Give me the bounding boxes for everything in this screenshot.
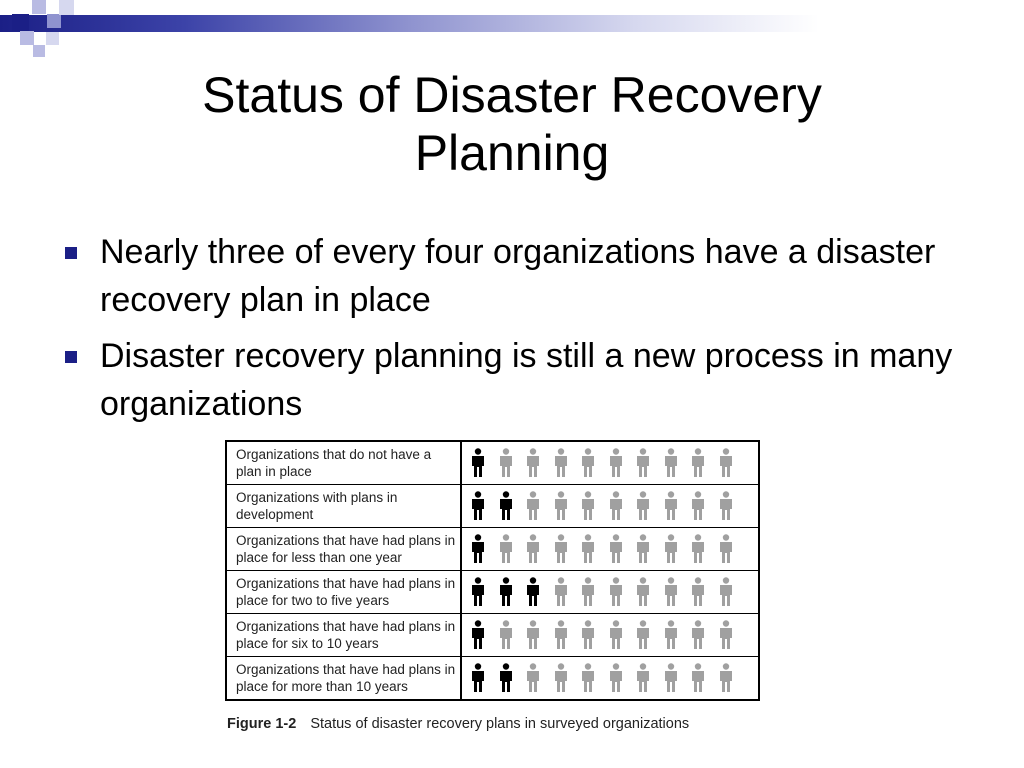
person-icon bbox=[470, 448, 486, 478]
decor-square bbox=[47, 14, 61, 28]
person-icon bbox=[635, 620, 651, 650]
figure-row bbox=[226, 441, 759, 485]
person-icon bbox=[635, 663, 651, 693]
figure-row-label: Organizations that have had plans in place for less than one year bbox=[226, 528, 461, 571]
person-icon bbox=[718, 620, 734, 650]
person-icon bbox=[498, 491, 514, 521]
person-icon bbox=[663, 491, 679, 521]
person-icon bbox=[470, 663, 486, 693]
person-icon bbox=[608, 448, 624, 478]
figure-row-icons bbox=[461, 528, 759, 571]
bullet-item bbox=[62, 332, 962, 428]
decor-square bbox=[33, 45, 45, 57]
decor-square bbox=[46, 32, 59, 45]
figure-row bbox=[226, 528, 759, 571]
person-icon bbox=[718, 663, 734, 693]
person-icon bbox=[663, 620, 679, 650]
decor-square bbox=[59, 0, 74, 15]
figure-row bbox=[226, 657, 759, 701]
person-icon bbox=[718, 534, 734, 564]
figure-table bbox=[225, 440, 760, 701]
figure-caption-text: Status of disaster recovery plans in surveyed organizations bbox=[310, 716, 690, 732]
figure-row-label: Organizations that have had plans in place for six to 10 years bbox=[226, 614, 461, 657]
figure-row-icons bbox=[461, 614, 759, 657]
person-icon bbox=[470, 620, 486, 650]
bullet-item bbox=[62, 228, 962, 324]
figure-row bbox=[226, 485, 759, 528]
person-icon bbox=[553, 534, 569, 564]
person-icon bbox=[718, 448, 734, 478]
person-icon bbox=[553, 577, 569, 607]
person-icon bbox=[498, 620, 514, 650]
person-icon bbox=[580, 534, 596, 564]
person-icon bbox=[690, 620, 706, 650]
bullet-list bbox=[62, 228, 962, 436]
decor-square bbox=[12, 14, 29, 31]
figure-row-icons bbox=[461, 485, 759, 528]
person-icon bbox=[525, 491, 541, 521]
person-icon bbox=[608, 577, 624, 607]
person-icon bbox=[690, 448, 706, 478]
person-icon bbox=[608, 663, 624, 693]
figure-number: Figure 1-2 bbox=[227, 716, 297, 732]
figure-row-icons bbox=[461, 441, 759, 485]
title-line-1: Status of Disaster Recovery bbox=[202, 67, 822, 123]
person-icon bbox=[608, 534, 624, 564]
decor-square bbox=[32, 0, 46, 14]
person-icon bbox=[470, 491, 486, 521]
person-icon bbox=[580, 491, 596, 521]
person-icon bbox=[553, 491, 569, 521]
person-icon bbox=[608, 620, 624, 650]
person-icon bbox=[663, 663, 679, 693]
person-icon bbox=[580, 620, 596, 650]
person-icon bbox=[553, 448, 569, 478]
person-icon bbox=[663, 448, 679, 478]
figure-row-label: Organizations that do not have a plan in place bbox=[226, 441, 461, 485]
person-icon bbox=[608, 491, 624, 521]
person-icon bbox=[525, 448, 541, 478]
person-icon bbox=[690, 577, 706, 607]
figure-row-icons bbox=[461, 571, 759, 614]
person-icon bbox=[635, 577, 651, 607]
person-icon bbox=[525, 663, 541, 693]
person-icon bbox=[498, 448, 514, 478]
person-icon bbox=[690, 663, 706, 693]
person-icon bbox=[663, 577, 679, 607]
header-gradient-band bbox=[0, 15, 1024, 32]
person-icon bbox=[553, 663, 569, 693]
slide-title bbox=[60, 66, 964, 182]
person-icon bbox=[718, 491, 734, 521]
figure-row-label: Organizations with plans in development bbox=[226, 485, 461, 528]
square-bullet-icon bbox=[65, 351, 77, 363]
person-icon bbox=[525, 620, 541, 650]
person-icon bbox=[553, 620, 569, 650]
person-icon bbox=[580, 663, 596, 693]
person-icon bbox=[498, 577, 514, 607]
person-icon bbox=[718, 577, 734, 607]
person-icon bbox=[498, 663, 514, 693]
person-icon bbox=[470, 577, 486, 607]
figure-row-label: Organizations that have had plans in place for more than 10 years bbox=[226, 657, 461, 701]
figure-row-label: Organizations that have had plans in place for two to five years bbox=[226, 571, 461, 614]
person-icon bbox=[635, 534, 651, 564]
person-icon bbox=[498, 534, 514, 564]
figure-row bbox=[226, 614, 759, 657]
person-icon bbox=[690, 534, 706, 564]
person-icon bbox=[580, 577, 596, 607]
bullet-text: Disaster recovery planning is still a new process in many organizations bbox=[100, 337, 953, 423]
person-icon bbox=[525, 577, 541, 607]
person-icon bbox=[470, 534, 486, 564]
person-icon bbox=[635, 448, 651, 478]
square-bullet-icon bbox=[65, 247, 77, 259]
person-icon bbox=[663, 534, 679, 564]
bullet-text: Nearly three of every four organizations have a disaster recovery plan in place bbox=[100, 233, 936, 319]
figure-row bbox=[226, 571, 759, 614]
figure-caption bbox=[227, 716, 689, 732]
figure-row-icons bbox=[461, 657, 759, 701]
person-icon bbox=[635, 491, 651, 521]
title-line-2: Planning bbox=[414, 125, 610, 181]
person-icon bbox=[690, 491, 706, 521]
person-icon bbox=[525, 534, 541, 564]
decor-square bbox=[20, 31, 34, 45]
person-icon bbox=[580, 448, 596, 478]
